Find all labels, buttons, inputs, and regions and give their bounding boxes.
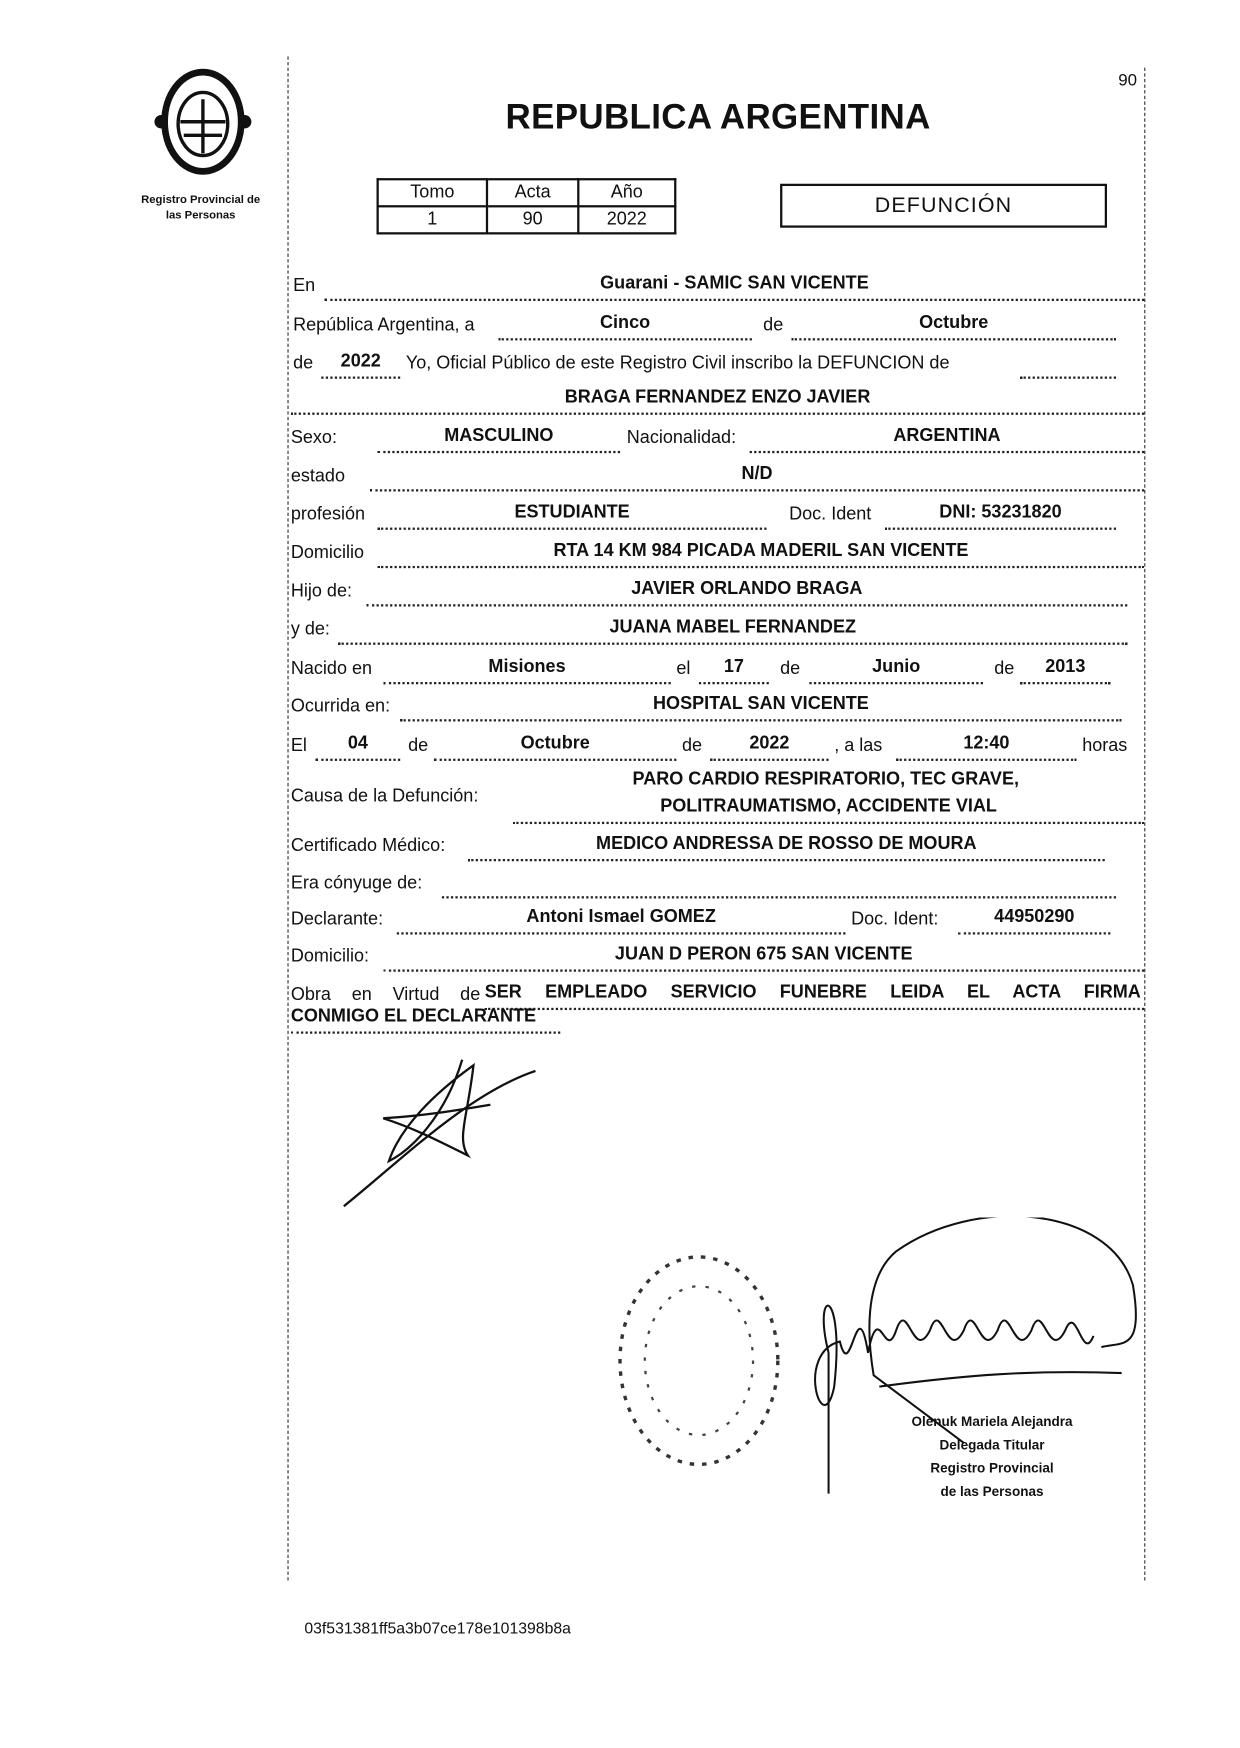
year-line xyxy=(321,377,400,379)
declarante-value: Antoni Ismael GOMEZ xyxy=(526,907,716,927)
officer-title: Delegada Titular xyxy=(939,1436,1045,1453)
nacido-month-line xyxy=(809,682,983,684)
nacido-place: Misiones xyxy=(488,657,566,677)
day-words: Cinco xyxy=(600,313,651,333)
document-title: REPUBLICA ARGENTINA xyxy=(505,96,931,137)
en-label: En xyxy=(293,276,316,296)
acta-header-acta: Acta xyxy=(487,179,578,206)
doc-label: Doc. Ident xyxy=(789,505,872,525)
death-time: 12:40 xyxy=(963,733,1010,754)
death-day-line xyxy=(316,759,401,761)
acta-year-value: 2022 xyxy=(578,206,675,233)
ocurrida-value: HOSPITAL SAN VICENTE xyxy=(653,694,869,714)
obra-label: Obra en Virtud de xyxy=(290,985,481,1005)
de3: de xyxy=(780,659,801,679)
deceased-name-line xyxy=(291,413,1144,415)
causa-line1: PARO CARDIO RESPIRATORIO, TEC GRAVE, xyxy=(632,769,1019,790)
profesion-value-line xyxy=(378,528,767,530)
acta-tomo-value: 1 xyxy=(378,206,487,233)
domicilio2-value: JUAN D PERON 675 SAN VICENTE xyxy=(614,944,913,964)
yde-value-line xyxy=(338,643,1127,645)
obra-line1: SER EMPLEADO SERVICIO FUNEBRE LEIDA EL ACTA FIRMA xyxy=(484,983,1141,1003)
acta-header-tomo: Tomo xyxy=(378,179,487,206)
obra-line1-line xyxy=(485,1008,1144,1010)
domicilio-value-line xyxy=(378,566,1145,568)
death-day: 04 xyxy=(347,733,368,754)
en-value: Guarani - SAMIC SAN VICENTE xyxy=(600,273,869,294)
doc-value: DNI: 53231820 xyxy=(939,502,1062,522)
causa-label: Causa de la Defunción: xyxy=(290,786,479,807)
sexo-value-line xyxy=(378,451,620,453)
certificado-value-line xyxy=(468,859,1105,861)
registry-name-line1: Registro Provincial de xyxy=(141,193,261,207)
death-month-line xyxy=(434,759,676,761)
de2: de xyxy=(293,353,314,374)
document-hash: 03f531381ff5a3b07ce178e101398b8a xyxy=(304,1618,571,1637)
yo-text: Yo, Oficial Público de este Registro Civil inscribo la DEFUNCION de xyxy=(405,353,950,374)
el-label: el xyxy=(676,659,691,679)
ocurrida-value-line xyxy=(400,719,1121,721)
el2-label: El xyxy=(290,736,307,756)
deceased-name: BRAGA FERNANDEZ ENZO JAVIER xyxy=(564,387,871,407)
year: 2022 xyxy=(340,351,381,371)
sexo-label: Sexo: xyxy=(290,428,337,448)
declarant-signature xyxy=(333,1048,547,1211)
obra-line2-line xyxy=(291,1031,560,1033)
death-year: 2022 xyxy=(749,733,790,754)
officer-block xyxy=(862,1410,1121,1502)
ocurrida-label: Ocurrida en: xyxy=(290,696,391,716)
yde-value: JUANA MABEL FERNANDEZ xyxy=(609,617,856,637)
acta-header-anio: Año xyxy=(578,179,675,206)
acta-table xyxy=(377,178,677,234)
doc-value-line xyxy=(885,528,1116,530)
decl-doc-label: Doc. Ident: xyxy=(851,909,939,929)
domicilio2-value-line xyxy=(383,969,1144,971)
nacido-year-line xyxy=(1020,682,1110,684)
nacionalidad-label: Nacionalidad: xyxy=(626,428,737,448)
profesion-value: ESTUDIANTE xyxy=(514,502,630,522)
left-border xyxy=(287,56,288,1580)
yde-label: y de: xyxy=(290,620,330,640)
officer-office-2: de las Personas xyxy=(940,1482,1044,1499)
page-number: 90 xyxy=(1118,71,1138,91)
acta-number-value: 90 xyxy=(487,206,578,233)
nacido-label: Nacido en xyxy=(290,659,373,679)
certificado-label: Certificado Médico: xyxy=(290,836,446,856)
causa-line2-line xyxy=(513,822,1144,824)
obra-line2: CONMIGO EL DECLARANTE xyxy=(290,1006,537,1026)
republica-label: República Argentina, a xyxy=(293,315,475,335)
official-stamp xyxy=(609,1246,789,1477)
nacido-year: 2013 xyxy=(1045,657,1086,677)
day-words-line xyxy=(498,338,752,340)
officer-office: Registro Provincial xyxy=(930,1459,1054,1476)
certificado-value: MEDICO ANDRESSA DE ROSSO DE MOURA xyxy=(596,834,977,854)
month-line xyxy=(791,338,1116,340)
de6: de xyxy=(682,736,703,756)
death-time-line xyxy=(896,759,1076,761)
nacionalidad-value-line xyxy=(750,451,1145,453)
estado-value-line xyxy=(370,489,1144,491)
record-type-box: DEFUNCIÓN xyxy=(780,184,1107,228)
de4: de xyxy=(994,659,1015,679)
decl-doc-value-line xyxy=(958,932,1110,934)
domicilio-label: Domicilio xyxy=(290,543,365,563)
estado-value: N/D xyxy=(741,464,773,484)
nacido-place-line xyxy=(383,682,670,684)
registry-name-line2: las Personas xyxy=(165,209,236,223)
nacido-month: Junio xyxy=(872,657,921,677)
hijo-label: Hijo de: xyxy=(290,581,352,601)
nacionalidad-value: ARGENTINA xyxy=(893,426,1001,446)
death-year-line xyxy=(710,759,828,761)
horas-label: horas xyxy=(1082,736,1128,756)
de1: de xyxy=(763,315,784,335)
nacido-day-line xyxy=(699,682,769,684)
hijo-value-line xyxy=(366,604,1127,606)
domicilio2-label: Domicilio: xyxy=(290,946,370,967)
en-value-line xyxy=(325,299,1145,301)
hijo-value: JAVIER ORLANDO BRAGA xyxy=(631,579,863,599)
conyuge-line xyxy=(442,896,1116,898)
causa-line2: POLITRAUMATISMO, ACCIDENTE VIAL xyxy=(660,797,997,817)
sexo-value: MASCULINO xyxy=(444,426,554,446)
de5: de xyxy=(408,736,429,756)
declarante-value-line xyxy=(397,932,846,934)
dotted-line xyxy=(1020,377,1116,379)
decl-doc-value: 44950290 xyxy=(994,907,1075,927)
conyuge-label: Era cónyuge de: xyxy=(290,873,423,893)
estado-label: estado xyxy=(290,466,346,486)
alas-label: , a las xyxy=(834,736,883,756)
month: Octubre xyxy=(919,313,989,333)
declarante-label: Declarante: xyxy=(290,909,384,929)
officer-name: Olenuk Mariela Alejandra xyxy=(911,1413,1073,1430)
domicilio-value: RTA 14 KM 984 PICADA MADERIL SAN VICENTE xyxy=(553,541,969,561)
nacido-day: 17 xyxy=(723,657,744,677)
death-month: Octubre xyxy=(520,733,590,754)
profesion-label: profesión xyxy=(290,505,366,525)
